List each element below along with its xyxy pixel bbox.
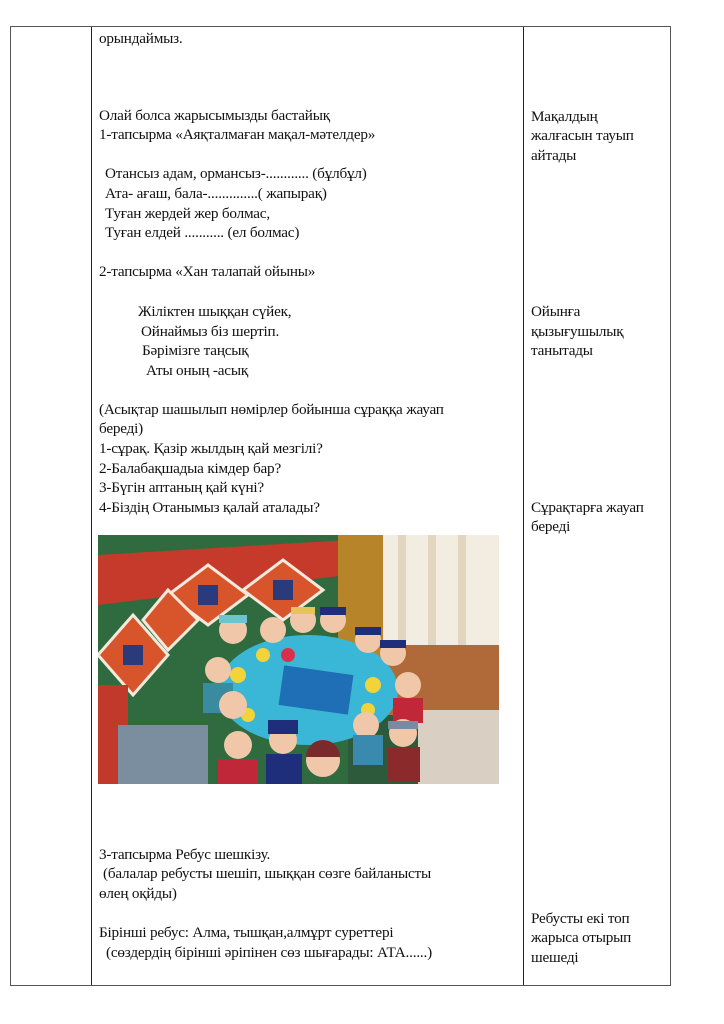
outcome-game: Ойынға [531, 303, 581, 320]
outcome-questions: Сұрақтарға жауап [531, 499, 644, 516]
task2-instruction: (Асықтар шашылып нөмірлер бойынша сұраққа жауап [99, 401, 444, 418]
class-photo [98, 535, 499, 784]
question-line: 3-Бүгін аптаның қай күні? [99, 479, 264, 496]
proverb-line: Туған жердей жер болмас, [105, 205, 270, 222]
outcome-game: танытады [531, 342, 593, 359]
column-divider-2 [523, 27, 524, 985]
task3-note: (балалар ребусты шешіп, шыққан сөзге байланысты [103, 865, 432, 882]
task3-title: 3-тапсырма Ребус шешкізу. [99, 846, 271, 863]
question-line: 4-Біздің Отанымыз қалай аталады? [99, 499, 320, 516]
start-line: Олай болса жарысымызды бастайық [99, 107, 330, 124]
poem-line: Аты оның -асық [146, 362, 249, 379]
outcome-questions: береді [531, 518, 571, 535]
question-line: 1-сұрақ. Қазір жылдың қай мезгілі? [99, 440, 323, 457]
outcome-proverb: жалғасын тауып [531, 127, 634, 144]
intro-tail: орындаймыз. [99, 30, 183, 47]
outcome-game: қызығушылық [531, 323, 624, 340]
proverb-line: Отансыз адам, ормансыз-............ (бұлбұл) [105, 165, 367, 182]
task1-title: 1-тапсырма «Аяқталмаған мақал-мәтелдер» [99, 126, 376, 143]
outcome-proverb: Мақалдың [531, 108, 598, 125]
proverb-line: Туған елдей ........... (ел болмас) [105, 224, 300, 241]
outcome-rebus: шешеді [531, 949, 579, 966]
outcome-rebus: жарыса отырып [531, 929, 632, 946]
question-line: 2-Балабақшадыа кімдер бар? [99, 460, 281, 477]
poem-line: Ойнаймыз біз шертіп. [141, 323, 280, 340]
column-divider-1 [91, 27, 92, 985]
outcome-rebus: Ребусты екі топ [531, 910, 630, 927]
rebus-description: Бірінші ребус: Алма, тышқан,алмұрт суреттері [99, 924, 394, 941]
task3-note: өлең оқйды) [99, 885, 177, 902]
task2-title: 2-тапсырма «Хан талапай ойыны» [99, 263, 316, 280]
task2-instruction: береді) [99, 420, 144, 437]
rebus-description: (сөздердің бірінші әріпінен сөз шығарады: АТА......) [106, 944, 432, 961]
proverb-line: Ата- ағаш, бала-..............( жапырақ) [105, 185, 327, 202]
outcome-proverb: айтады [531, 147, 577, 164]
poem-line: Бәрімізге таңсық [142, 342, 249, 359]
poem-line: Жіліктен шыққан сүйек, [138, 303, 292, 320]
